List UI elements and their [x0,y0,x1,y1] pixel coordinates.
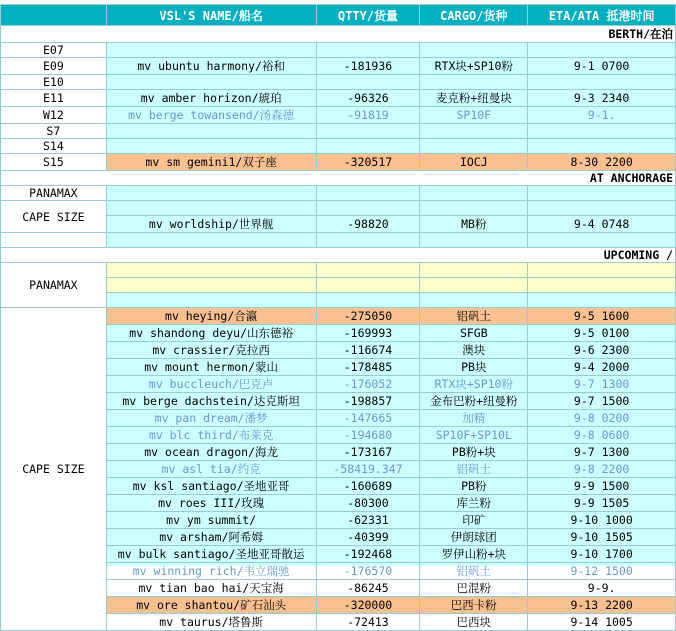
vessel-eta[interactable]: 9-3 2340 [528,90,676,107]
vessel-cargo[interactable]: RTX块+SP10粉 [420,58,528,75]
vessel-qtty[interactable]: -80300 [316,495,420,512]
cell[interactable] [106,263,316,278]
vessel-qtty[interactable]: -173167 [316,444,420,461]
vessel-name[interactable]: mv bulk santiago/圣地亚哥散运 [106,546,316,563]
vessel-qtty[interactable] [316,75,420,90]
section-upcoming-row [1,248,676,263]
vessel-name[interactable]: mv berge dachstein/达克斯坦 [106,393,316,410]
vessel-cargo[interactable]: 巴混粉 [420,580,528,597]
section-upcoming-label[interactable]: UPCOMING / [1,248,676,263]
vessel-eta[interactable]: 9-6 2300 [528,342,676,359]
vessel-eta[interactable]: 9-1. [528,107,676,124]
vessel-qtty[interactable]: -192468 [316,546,420,563]
berth-id[interactable]: S15 [1,154,107,171]
vessel-cargo[interactable]: PB粉+块 [420,444,528,461]
vessel-eta[interactable]: 9-12 1500 [528,563,676,580]
vessel-cargo[interactable]: 澳块 [420,342,528,359]
cell[interactable] [316,278,420,293]
vessel-cargo[interactable]: 加精 [420,410,528,427]
berth-id[interactable]: S14 [1,139,107,154]
header-cargo[interactable]: CARGO/货种 [420,5,528,26]
vessel-cargo[interactable]: 印矿 [420,512,528,529]
cell[interactable] [316,263,420,278]
cell[interactable] [106,186,316,201]
vessel-name[interactable] [106,124,316,139]
vessel-name[interactable]: mv pan dream/潘梦 [106,410,316,427]
cell[interactable] [106,233,316,248]
vessel-cargo[interactable] [420,139,528,154]
vessel-name[interactable]: mv ocean dragon/海龙 [106,444,316,461]
berth-id[interactable]: W12 [1,107,107,124]
cell[interactable] [420,186,528,201]
vessel-qtty[interactable]: -320517 [316,154,420,171]
vessel-name[interactable] [106,75,316,90]
vessel-eta[interactable]: 9-8 0600 [528,427,676,444]
vessel-eta[interactable]: 9-7 1300 [528,444,676,461]
vessel-name[interactable]: mv sm gemini1/双子座 [106,154,316,171]
vessel-cargo[interactable]: SFGB [420,325,528,342]
cell[interactable] [106,293,316,308]
vessel-eta[interactable]: 9-13 2200 [528,597,676,614]
cell[interactable] [528,278,676,293]
vessel-qtty[interactable]: -91819 [316,107,420,124]
vessel-schedule-table [0,4,676,631]
vessel-eta[interactable]: 9-14 1005 [528,614,676,631]
berth-row [1,90,676,107]
vessel-cargo[interactable]: RTX块+SP10粉 [420,376,528,393]
vessel-eta[interactable]: 9-7 1500 [528,393,676,410]
upcoming-panamax-row-1 [1,263,676,278]
vessel-name[interactable]: mv winning rich/韦立瑞驰 [106,563,316,580]
berth-row [1,58,676,75]
berth-rows [1,43,676,171]
upcoming-row [1,308,676,325]
vessel-name[interactable]: mv ubuntu harmony/裕和 [106,58,316,75]
vessel-cargo[interactable] [420,75,528,90]
vessel-name[interactable]: mv mount hermon/蒙山 [106,359,316,376]
berth-id[interactable]: E11 [1,90,107,107]
anchorage-cape-row [1,201,676,216]
vessel-name[interactable]: mv berge towansend/汤森德 [106,107,316,124]
vessel-name[interactable] [106,139,316,154]
cell[interactable] [1,233,107,248]
vessel-name[interactable]: mv tian bao hai/天宝海 [106,580,316,597]
vessel-eta[interactable]: 9-9. [528,580,676,597]
header-blank[interactable] [1,5,107,26]
vessel-cargo[interactable]: 铝矾土 [420,461,528,478]
berth-id[interactable]: E07 [1,43,107,58]
section-anchorage-label[interactable]: AT ANCHORAGE [1,171,676,186]
berth-row [1,154,676,171]
vessel-cargo[interactable]: 铝矾土 [420,563,528,580]
vessel-qtty[interactable] [316,43,420,58]
vessel-qtty[interactable]: -116674 [316,342,420,359]
vessel-eta[interactable]: 9-1 0700 [528,58,676,75]
cell[interactable] [106,201,316,216]
vessel-cargo[interactable]: 巴西块 [420,614,528,631]
header-row [1,5,676,26]
berth-row [1,124,676,139]
vessel-name[interactable]: mv ym summit/ [106,512,316,529]
cell[interactable] [420,201,528,216]
vessel-qtty[interactable] [316,139,420,154]
vessel-cargo[interactable] [420,124,528,139]
vessel-qtty[interactable]: -58419.347 [316,461,420,478]
cell[interactable] [528,186,676,201]
vessel-eta[interactable]: 9-8 0200 [528,410,676,427]
vessel-name[interactable] [106,43,316,58]
anchorage-panamax-label[interactable]: PANAMAX [1,186,107,201]
cell[interactable] [528,201,676,216]
berth-id[interactable]: E10 [1,75,107,90]
upcoming-rows [1,308,676,631]
vessel-qtty[interactable] [316,124,420,139]
anchorage-vessel-name[interactable]: mv worldship/世界舰 [106,216,316,233]
cell[interactable] [528,263,676,278]
vessel-qtty[interactable]: -181936 [316,58,420,75]
vessel-eta[interactable]: 9-10 1505 [528,529,676,546]
vessel-cargo[interactable]: SP10F [420,107,528,124]
berth-row [1,107,676,124]
vessel-name[interactable]: mv asl tia/约克 [106,461,316,478]
cell[interactable] [420,263,528,278]
vessel-qtty[interactable]: -72413 [316,614,420,631]
berth-row [1,139,676,154]
vessel-qtty[interactable]: -176052 [316,376,420,393]
vessel-cargo[interactable]: PB块 [420,359,528,376]
header-eta[interactable]: ETA/ATA 抵港时间 [528,5,676,26]
vessel-qtty[interactable]: -86245 [316,580,420,597]
berth-row [1,75,676,90]
vessel-eta[interactable]: 9-9 1500 [528,478,676,495]
vessel-eta[interactable]: 9-5 1600 [528,308,676,325]
vessel-eta[interactable]: 9-5 0100 [528,325,676,342]
vessel-cargo[interactable] [420,43,528,58]
section-berth-row [1,26,676,43]
vessel-cargo[interactable]: IOCJ [420,154,528,171]
vessel-cargo[interactable]: 金布巴粉+纽曼粉 [420,393,528,410]
vessel-eta[interactable] [528,43,676,58]
vessel-eta[interactable] [528,75,676,90]
vessel-qtty[interactable]: -160689 [316,478,420,495]
cell[interactable] [316,293,420,308]
anchorage-vessel-cargo[interactable]: MB粉 [420,216,528,233]
cell[interactable] [420,233,528,248]
vessel-eta[interactable]: 9-9 1505 [528,495,676,512]
vessel-cargo[interactable]: 巴西卡粉 [420,597,528,614]
vessel-name[interactable]: mv taurus/塔鲁斯 [106,614,316,631]
vessel-name[interactable]: mv roes III/玫瑰 [106,495,316,512]
vessel-cargo[interactable]: 铝矾土 [420,308,528,325]
vessel-name[interactable]: mv amber horizon/琥珀 [106,90,316,107]
berth-row [1,43,676,58]
cell[interactable] [316,186,420,201]
section-berth-label[interactable]: BERTH/在泊 [1,26,676,43]
cell[interactable] [106,278,316,293]
vessel-qtty[interactable]: -96326 [316,90,420,107]
vessel-name[interactable]: mv ksl santiago/圣地亚哥 [106,478,316,495]
cell[interactable] [528,293,676,308]
vessel-eta[interactable]: 8-30 2200 [528,154,676,171]
vessel-eta[interactable] [528,139,676,154]
vessel-name[interactable]: mv arsham/阿希姆 [106,529,316,546]
vessel-qtty[interactable]: -169993 [316,325,420,342]
anchorage-cape-label[interactable]: CAPE SIZE [1,201,107,233]
anchorage-spacer-row [1,233,676,248]
vessel-qtty[interactable]: -176570 [316,563,420,580]
vessel-qtty[interactable]: -62331 [316,512,420,529]
vessel-cargo[interactable]: 罗伊山粉+块 [420,546,528,563]
vessel-cargo[interactable]: 麦克粉+纽曼块 [420,90,528,107]
vessel-eta[interactable]: 9-7 1300 [528,376,676,393]
vessel-eta[interactable]: 9-4 2000 [528,359,676,376]
vessel-cargo[interactable]: 伊朗球团 [420,529,528,546]
vessel-eta[interactable]: 9-8 2200 [528,461,676,478]
vessel-qtty[interactable]: -320000 [316,597,420,614]
vessel-qtty[interactable]: -147665 [316,410,420,427]
vessel-cargo[interactable]: PB粉 [420,478,528,495]
vessel-qtty[interactable]: -275050 [316,308,420,325]
vessel-cargo[interactable]: SP10F+SP10L [420,427,528,444]
vessel-name[interactable]: mv blc third/布莱克 [106,427,316,444]
vessel-name[interactable]: mv ore shantou/矿石汕头 [106,597,316,614]
upcoming-cape-label[interactable]: CAPE SIZE [1,308,107,631]
anchorage-panamax-row [1,186,676,201]
berth-id[interactable]: E09 [1,58,107,75]
upcoming-panamax-label[interactable]: PANAMAX [1,263,107,308]
vessel-name[interactable]: mv buccleuch/巴克卢 [106,376,316,393]
vessel-qtty[interactable]: -194680 [316,427,420,444]
header-vessel-name[interactable]: VSL'S NAME/船名 [106,5,316,26]
vessel-name[interactable]: mv shandong deyu/山东德裕 [106,325,316,342]
vessel-name[interactable]: mv heying/合瀛 [106,308,316,325]
vessel-eta[interactable]: 9-10 1700 [528,546,676,563]
cell[interactable] [528,233,676,248]
cell[interactable] [420,293,528,308]
anchorage-vessel-qtty[interactable]: -98820 [316,216,420,233]
vessel-name[interactable]: mv crassier/克拉西 [106,342,316,359]
berth-id[interactable]: S7 [1,124,107,139]
cell[interactable] [316,233,420,248]
vessel-qtty[interactable]: -178485 [316,359,420,376]
vessel-cargo[interactable]: 库兰粉 [420,495,528,512]
vessel-qtty[interactable]: -40399 [316,529,420,546]
anchorage-vessel-eta[interactable]: 9-4 0748 [528,216,676,233]
vessel-eta[interactable]: 9-10 1000 [528,512,676,529]
vessel-qtty[interactable]: -198857 [316,393,420,410]
section-anchorage-row [1,171,676,186]
cell[interactable] [420,278,528,293]
header-quantity[interactable]: QTTY/货量 [316,5,420,26]
cell[interactable] [316,201,420,216]
vessel-eta[interactable] [528,124,676,139]
